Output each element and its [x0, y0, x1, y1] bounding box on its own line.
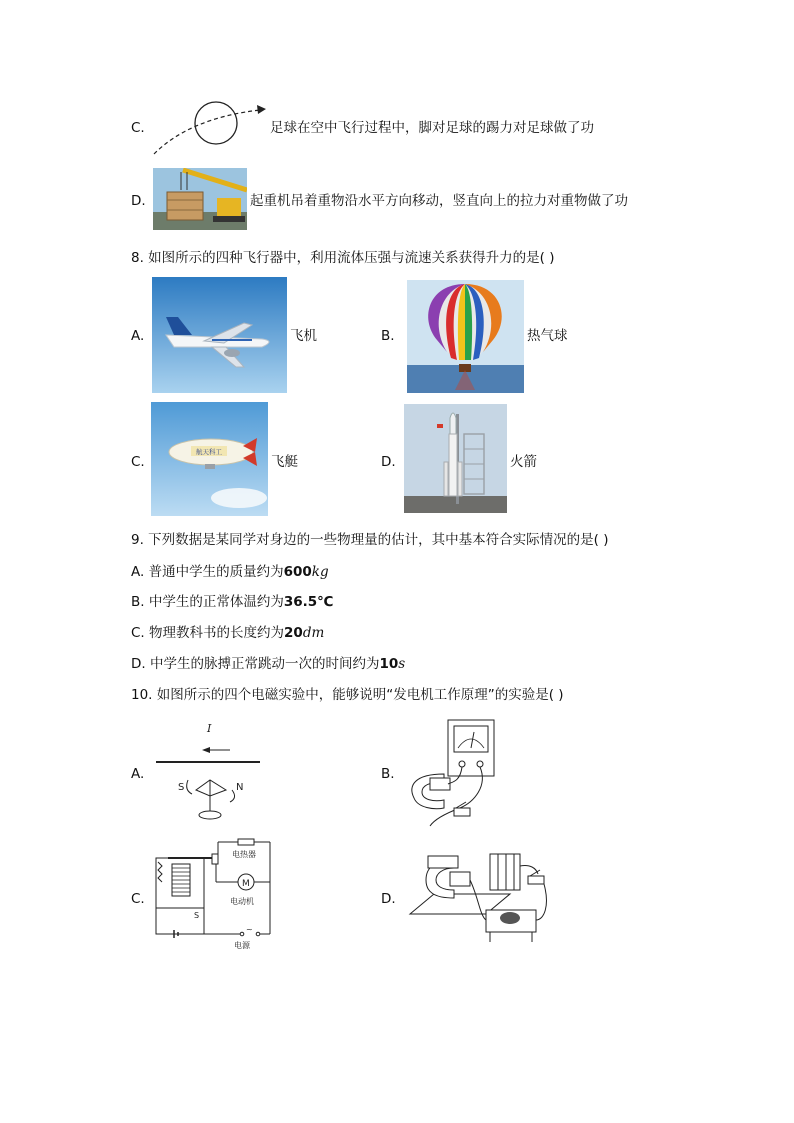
- q9-option-b-label: B.: [131, 594, 145, 610]
- switch-label: S: [194, 911, 200, 920]
- heater-label: 电热器: [232, 850, 256, 859]
- q9-option-d-unit: s: [398, 656, 406, 672]
- q8-option-a-label: A.: [131, 328, 145, 344]
- football-trajectory-figure: [150, 98, 270, 158]
- airplane-photo: [152, 277, 287, 393]
- q9-option-d-text: 中学生的脉搏正常跳动一次的时间约为: [149, 656, 380, 672]
- q9-option-a-text: 普通中学生的质量约为: [148, 564, 284, 580]
- crane-photo: [153, 168, 247, 230]
- rocket-photo: [404, 404, 507, 513]
- svg-text:~: ~: [246, 925, 253, 934]
- q10-option-d-label: D.: [381, 891, 396, 907]
- relay-circuit-figure: [150, 836, 280, 956]
- hot-air-balloon-photo: [407, 280, 524, 393]
- electromagnet-motor-figure: [404, 846, 554, 946]
- q10-option-c-label: C.: [131, 891, 145, 907]
- q9-option-c-label: C.: [131, 625, 145, 641]
- q7-option-c-text: 足球在空中飞行过程中，脚对足球的踢力对足球做了功: [270, 120, 594, 136]
- q9-option-b-value: 36.5℃: [283, 594, 334, 610]
- q7-option-d-text: 起重机吊着重物沿水平方向移动，竖直向上的拉力对重物做了功: [250, 193, 628, 209]
- q8-option-d-caption: 火箭: [510, 454, 537, 470]
- q9-option-c: [131, 624, 324, 642]
- q8-option-c-label: C.: [131, 454, 145, 470]
- south-pole-label: S: [178, 782, 185, 793]
- q8-option-b-caption: 热气球: [527, 328, 568, 344]
- current-label: I: [207, 722, 212, 735]
- q9-option-a-value: 600: [283, 564, 312, 580]
- q10-option-a-label: A.: [131, 766, 145, 782]
- q9-option-d-label: D.: [131, 656, 146, 672]
- q9-option-d: [131, 655, 405, 673]
- motor-label: 电动机: [230, 897, 254, 906]
- north-pole-label: N: [236, 782, 244, 793]
- q9-option-c-unit: dm: [302, 625, 325, 641]
- airship-photo: [151, 402, 268, 516]
- q9-option-c-text: 物理教科书的长度约为: [149, 625, 285, 641]
- q9-option-a-unit: kg: [311, 564, 329, 580]
- power-source-label: 电源: [234, 941, 250, 950]
- q8-stem: 8. 如图所示的四种飞行器中，利用流体压强与流速关系获得升力的是( ): [131, 250, 555, 266]
- generator-galvanometer-figure: [404, 716, 504, 828]
- q7-option-c-label: C.: [131, 120, 145, 136]
- airship-lettering: 航天科工: [196, 448, 222, 456]
- q8-option-a-caption: 飞机: [290, 328, 317, 344]
- q9-option-a: [131, 563, 329, 581]
- q9-stem: 9. 下列数据是某同学对身边的一些物理量的估计，其中基本符合实际情况的是( ): [131, 532, 609, 548]
- q8-option-b-label: B.: [381, 328, 395, 344]
- q9-option-c-value: 20: [284, 625, 303, 641]
- q8-option-d-label: D.: [381, 454, 396, 470]
- q9-option-b: [131, 593, 334, 611]
- q9-option-b-text: 中学生的正常体温约为: [148, 594, 284, 610]
- q9-option-a-label: A.: [131, 564, 145, 580]
- q7-option-d-label: D.: [131, 193, 146, 209]
- q10-option-b-label: B.: [381, 766, 395, 782]
- q8-option-c-caption: 飞艇: [271, 454, 298, 470]
- q10-stem: 10. 如图所示的四个电磁实验中，能够说明“发电机工作原理”的实验是( ): [131, 687, 564, 703]
- q9-option-d-value: 10: [379, 656, 399, 672]
- motor-symbol: M: [242, 879, 250, 889]
- oersted-experiment-figure: [150, 716, 270, 826]
